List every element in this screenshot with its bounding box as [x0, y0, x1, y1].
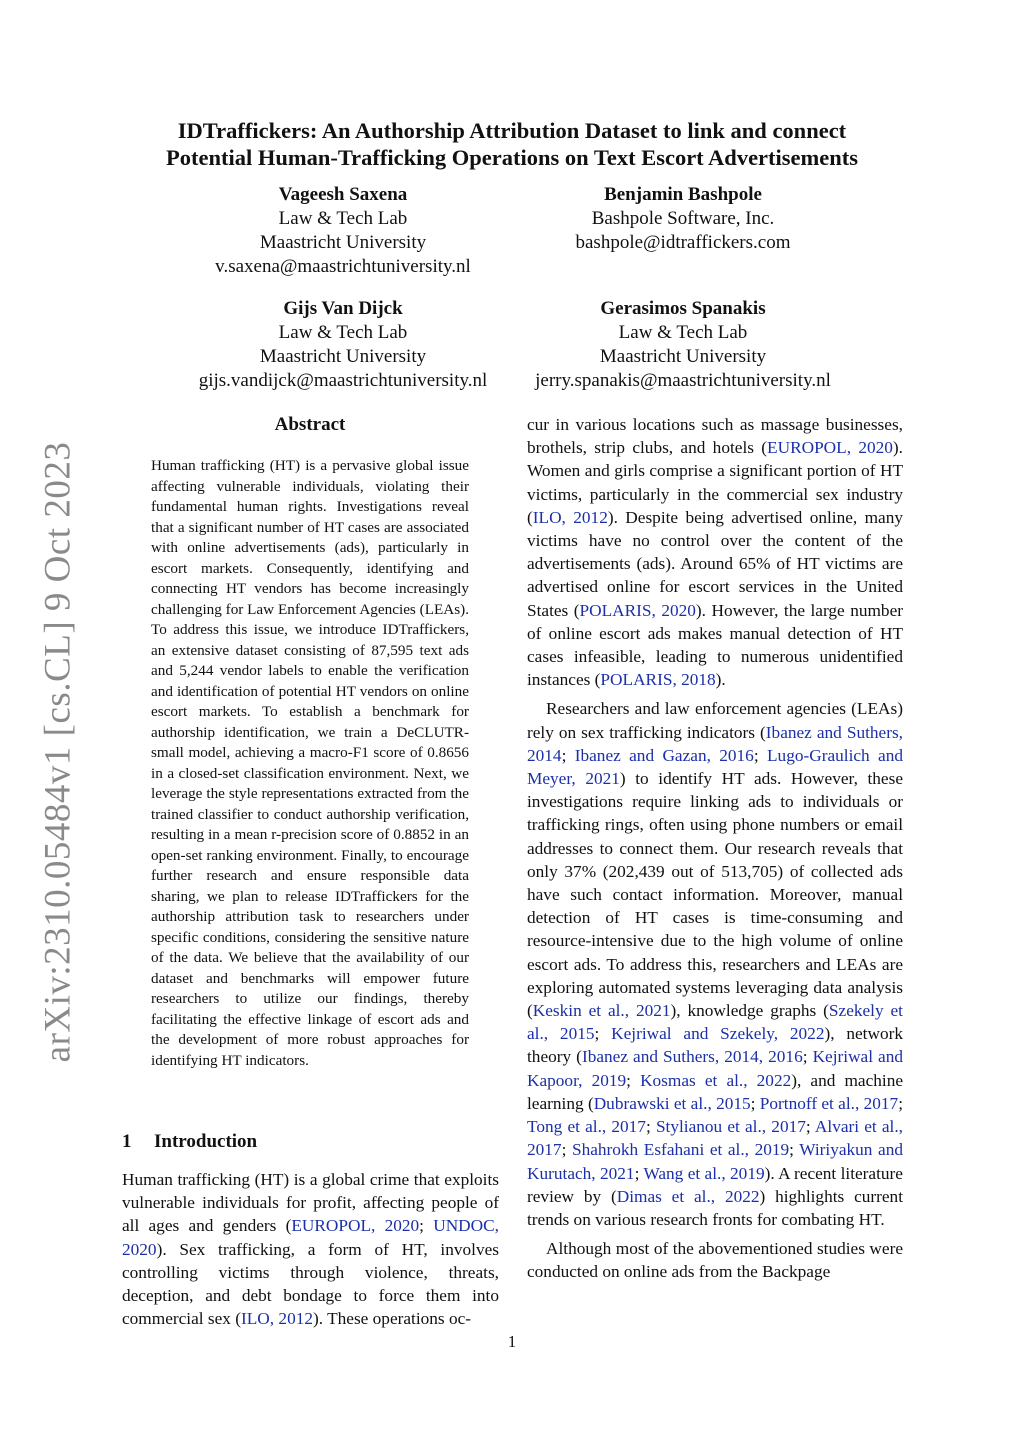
citation-link[interactable]: Ibanez and Suthers, 2014	[527, 722, 903, 765]
citation-link[interactable]: Shahrokh Esfahani et al., 2019	[571, 1140, 790, 1160]
citation-link[interactable]: Keskin et al., 2021	[532, 1001, 671, 1021]
author-email: bashpole@idtraffickers.com	[575, 232, 791, 253]
intro-paragraph-1-left	[122, 1168, 499, 1330]
text-span: cur in various locations such as massage businesses, brothels, strip clubs, and hotels (	[527, 415, 903, 458]
author-affiliation: Law & Tech Lab	[618, 322, 748, 343]
text-span: ), network theory (	[527, 1024, 903, 1067]
page-number: 1	[507, 1332, 517, 1351]
section-title: Introduction	[154, 1131, 258, 1152]
section-heading	[122, 1131, 257, 1153]
text-span: ;	[789, 1140, 800, 1160]
intro-paragraph-3	[527, 1237, 903, 1283]
text-span: Researchers and law enforcement agencies (LEAs) rely on sex trafficking indicators (	[527, 699, 903, 742]
text-span: ) highlights current trends on various research fronts for combating HT.	[527, 1186, 904, 1229]
author-name: Gijs Van Dijck	[283, 298, 403, 319]
citation-link[interactable]: EUROPOL, 2020	[767, 438, 893, 458]
citation-link[interactable]: Kejriwal and Kapoor, 2019	[527, 1047, 904, 1090]
text-span: ;	[561, 745, 575, 765]
citation-link[interactable]: Ibanez and Suthers, 2014, 2016	[581, 1047, 803, 1067]
author-institution: Maastricht University	[259, 346, 427, 367]
citation-link[interactable]: Kejriwal and Szekely, 2022	[611, 1024, 825, 1044]
author-affiliation: Law & Tech Lab	[278, 322, 408, 343]
text-span: ). Women and girls comprise a significant portion of HT victims, particularly in the commercial sex industry (	[527, 438, 903, 527]
text-span: Although most of the abovementioned studies were conducted on online ads from the Backpage	[527, 1239, 903, 1282]
text-span: ;	[802, 1047, 813, 1067]
intro-paragraph-2	[527, 697, 903, 1231]
text-span: ;	[626, 1070, 641, 1090]
right-column	[527, 413, 903, 1290]
citation-link[interactable]: Dimas et al., 2022	[616, 1186, 760, 1206]
citation-link[interactable]: Szekely et al., 2015	[527, 1001, 903, 1044]
author-institution: Maastricht University	[599, 346, 767, 367]
text-span: ;	[805, 1117, 815, 1137]
text-span: ;	[419, 1216, 434, 1236]
author-name: Gerasimos Spanakis	[600, 298, 766, 319]
citation-link[interactable]: Ibanez and Gazan, 2016	[574, 745, 754, 765]
text-span: ;	[645, 1117, 656, 1137]
text-span: ;	[898, 1093, 903, 1113]
text-span: ;	[753, 745, 767, 765]
author-block	[512, 183, 854, 255]
text-span: ;	[594, 1024, 612, 1044]
citation-link[interactable]: Wiriyakun and Kurutach, 2021	[527, 1140, 903, 1183]
title-line-2: Potential Human-Trafficking Operations on Text Escort Advertisements	[165, 145, 859, 170]
section-number: 1	[122, 1131, 132, 1152]
citation-link[interactable]: Portnoff et al., 2017	[759, 1093, 899, 1113]
text-span: ). Despite being advertised online, many victims have no control over the content of the advertisements (ads). Around 65% of HT victims are advertised online for escort services in the United States (	[527, 507, 903, 620]
author-block	[512, 297, 854, 393]
arxiv-stamp: arXiv:2310.05484v1 [cs.CL] 9 Oct 2023	[37, 441, 79, 1063]
author-name: Vageesh Saxena	[278, 184, 408, 205]
author-block	[170, 297, 516, 393]
text-span: ;	[634, 1163, 644, 1183]
citation-link[interactable]: Tong et al., 2017	[527, 1117, 646, 1137]
text-span: ). A recent literature review by (	[527, 1163, 903, 1206]
text-span: ). These operations oc-	[313, 1309, 472, 1329]
abstract-text: Human trafficking (HT) is a pervasive global issue affecting vulnerable individuals, violating their fundamental human rights. Investigations reveal that a significant number of HT cases are associated with online advertisements (ads), particularly in escort markets. Consequently, identifying and connecting HT vendors has become increasingly challenging for Law Enforcement Agencies (LEAs). To address this issue, we introduce IDTraffickers, an extensive dataset consisting of 87,595 text ads and 5,244 vendor labels to enable the verification and identification of potential HT vendors on online escort markets. To establish a benchmark for authorship identification, we train a DeCLUTR-small model, achieving a macro-F1 score of 0.8656 in a closed-set classification environment. Next, we leverage the style representations extracted from the trained classifier to conduct authorship verification, resulting in a mean r-precision score of 0.8852 in an open-set ranking environment. Finally, to encourage further research and ensure responsible data sharing, we plan to release IDTraffickers for the authorship attribution task to researchers under specific conditions, considering the sensitive nature of the data. We believe that the availability of our dataset and benchmarks will empower future researchers to utilize our findings, thereby facilitating the effective linkage of escort ads and the development of more robust approaches for identifying HT indicators.	[151, 457, 469, 1069]
author-institution: Maastricht University	[259, 232, 427, 253]
citation-link[interactable]: UNDOC, 2020	[122, 1216, 499, 1259]
paper-title	[0, 117, 1024, 171]
author-email: v.saxena@maastrichtuniversity.nl	[215, 256, 471, 277]
text-span: ), knowledge graphs (	[670, 1001, 829, 1021]
citation-link[interactable]: EUROPOL, 2020	[291, 1216, 420, 1236]
abstract-heading: Abstract	[274, 414, 346, 435]
text-span: ;	[561, 1140, 572, 1160]
citation-link[interactable]: ILO, 2012	[241, 1309, 313, 1329]
text-span: ), and machine learning (	[527, 1070, 904, 1113]
intro-paragraph-1-right	[527, 413, 903, 691]
text-span: ). However, the large number of online escort ads makes manual detection of HT cases infeasible, leading to numerous unidentified instances (	[527, 600, 903, 690]
citation-link[interactable]: Kosmas et al., 2022	[640, 1070, 792, 1090]
text-span: ) to identify HT ads. However, these investigations require linking ads to individuals or trafficking rings, often using phone numbers or email addresses to connect them. Our research reveals that only 37% (202,439 out of 513,705) of collected ads have such contact information. Moreover, manual detection of HT cases is time-consuming and resource-intensive due to the high volume of online escort ads. To address this, researchers and LEAs are exploring automated systems leveraging data analysis (	[527, 769, 904, 1021]
citation-link[interactable]: Stylianou et al., 2017	[655, 1117, 806, 1137]
text-span: ).	[715, 670, 726, 690]
citation-link[interactable]: Dubrawski et al., 2015	[593, 1093, 751, 1113]
citation-link[interactable]: Wang et al., 2019	[643, 1163, 765, 1183]
author-block	[170, 183, 516, 279]
citation-link[interactable]: Alvari et al., 2017	[527, 1117, 903, 1160]
author-email: gijs.vandijck@maastrichtuniversity.nl	[198, 370, 488, 391]
author-email: jerry.spanakis@maastrichtuniversity.nl	[535, 370, 831, 391]
citation-link[interactable]: POLARIS, 2020	[579, 600, 696, 620]
text-span: ). Sex trafficking, a form of HT, involves controlling victims through violence, threats, deception, and debt bondage to force them into commercial sex (	[122, 1239, 499, 1329]
citation-link[interactable]: Lugo-Graulich and Meyer, 2021	[527, 745, 904, 789]
author-affiliation: Bashpole Software, Inc.	[591, 208, 775, 229]
citation-link[interactable]: POLARIS, 2018	[600, 670, 716, 690]
text-span: ;	[750, 1093, 760, 1113]
author-name: Benjamin Bashpole	[604, 184, 762, 205]
title-line-1: IDTraffickers: An Authorship Attribution Dataset to link and connect	[177, 118, 847, 143]
author-affiliation: Law & Tech Lab	[278, 208, 408, 229]
citation-link[interactable]: ILO, 2012	[532, 507, 608, 527]
text-span: Human trafficking (HT) is a global crime that exploits vulnerable individuals for profit, affecting people of all ages and genders (	[122, 1170, 499, 1236]
